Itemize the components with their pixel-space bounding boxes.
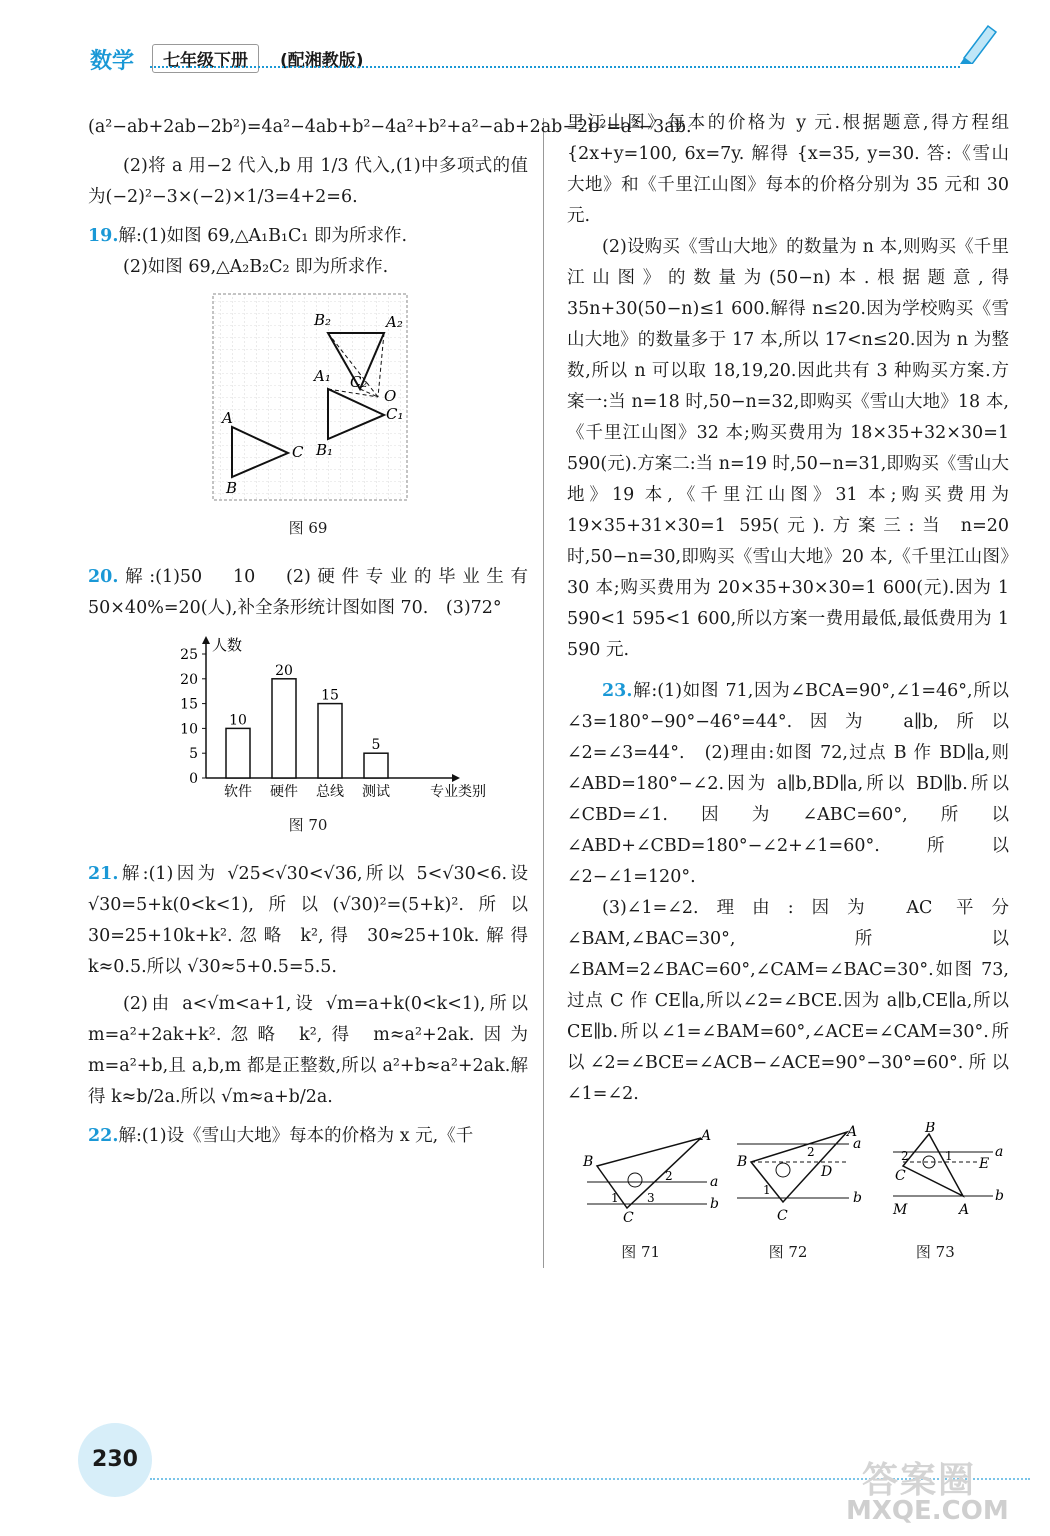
q22-number: 22.	[88, 1126, 119, 1146]
left-column	[88, 112, 692, 1152]
svg-text:M: M	[893, 1202, 908, 1218]
bar-value-label: 5	[371, 737, 381, 754]
q23-text-b: (3)∠1=∠2.理由:因为 AC 平分∠BAM,∠BAC=30°,所以∠BAM=2∠BAC=60°,∠CAM=∠BAC=30°.如图 73,过点 C 作 CE∥a,所以∠2=∠BCE.因为 a∥b,CE∥a,所以 CE∥b.所以∠1=∠BAM=60°,∠ACE=∠CAM=30°.所以∠2=∠BCE=∠ACB−∠ACE=90°−30°=60°.所以∠1=∠2.	[567, 898, 1009, 1104]
svg-text:A: A	[701, 1128, 712, 1144]
q18-continued-2: (2)将 a 用−2 代入,b 用 1/3 代入,(1)中多项式的值为(−2)²−3×(−2)×1/3=4+2=6.	[88, 156, 528, 207]
svg-text:2: 2	[901, 1149, 909, 1163]
q22-line	[88, 1121, 528, 1152]
pen-icon	[958, 18, 1000, 64]
header-rule	[150, 66, 960, 68]
svg-text:1: 1	[763, 1183, 771, 1197]
svg-text:b: b	[853, 1190, 862, 1206]
figure-73-caption: 图 73	[915, 1243, 955, 1261]
bar-value-label: 15	[321, 687, 339, 704]
q23-number: 23.	[602, 681, 633, 701]
svg-text:3: 3	[647, 1191, 655, 1205]
figure-69	[88, 289, 528, 511]
x-axis-arrow	[452, 774, 460, 782]
svg-text:C: C	[777, 1208, 788, 1224]
svg-text:O: O	[384, 387, 397, 405]
y-tick-label: 0	[189, 771, 198, 787]
figure-70-caption: 图 70	[288, 816, 328, 834]
bar-value-label: 10	[229, 712, 247, 729]
figure-72-caption: 图 72	[768, 1243, 808, 1261]
q22-continued: 里江山图》每本的价格为 y 元.根据题意,得方程组 {2x+y=100, 6x=7y. 解得 {x=35, y=30. 答:《雪山大地》和《千里江山图》每本的价格分别为 35 元和 30 元.	[567, 113, 1009, 226]
q19-text-a: 解:(1)如图 69,△A₁B₁C₁ 即为所求作.	[118, 226, 408, 246]
svg-text:C: C	[895, 1168, 906, 1184]
bar	[318, 704, 342, 778]
bar	[364, 753, 388, 778]
q23-line	[567, 676, 1009, 893]
y-axis-arrow	[202, 636, 210, 644]
svg-text:A: A	[222, 409, 233, 427]
bar-chart	[88, 630, 528, 810]
q19-line1	[88, 221, 528, 252]
y-tick-label: 25	[180, 647, 198, 663]
watermark-logo: 答案圈	[862, 1460, 977, 1501]
bar-value-label: 20	[275, 662, 293, 679]
figures-71-73	[567, 1122, 1009, 1261]
page-number: 230	[78, 1423, 152, 1497]
svg-text:A₂: A₂	[386, 313, 403, 331]
y-tick-label: 5	[189, 746, 198, 763]
watermark-url: MXQE.COM	[846, 1496, 1009, 1526]
svg-text:1: 1	[611, 1191, 619, 1205]
q18-continued-1: (a²−ab+2ab−2b²)=4a²−4ab+b²−4a²+b²+a²−ab+2ab−2b²=a²−3ab.	[88, 117, 692, 137]
svg-text:2: 2	[807, 1145, 815, 1159]
x-axis-title: 专业类别	[430, 784, 486, 800]
svg-text:B₂: B₂	[314, 311, 332, 329]
q23-text-a: 解:(1)如图 71,因为∠BCA=90°,∠1=46°,所以∠3=180°−90°−46°=44°.因为 a∥b,所以∠2=∠3=44°. (2)理由:如图 72,过点 B 作 BD∥a,则∠ABD=180°−∠2.因为 a∥b,BD∥a,所以 BD∥b.所以∠CBD=∠1.因为∠ABC=60°,所以∠ABD+∠CBD=180°−∠2+∠1=60°.所以∠2−∠1=120°.	[567, 681, 1009, 887]
svg-text:D: D	[821, 1164, 833, 1180]
bar	[272, 679, 296, 778]
q21-text-b: (2)由 a<√m<a+1,设 √m=a+k(0<k<1),所以 m=a²+2ak+k².忽略 k²,得 m≈a²+2ak.因为 m=a²+b,且 a,b,m 都是正整数,所以 a²+b≈a²+2ak.解得 k≈b/2a.所以 √m≈a+b/2a.	[88, 994, 528, 1107]
right-column	[567, 108, 1009, 1261]
svg-text:C: C	[623, 1210, 634, 1226]
y-tick-label: 10	[180, 721, 198, 738]
category-label: 测试	[362, 784, 390, 800]
page-header	[0, 0, 1050, 90]
q20-text: 解:(1)50 10 (2)硬件专业的毕业生有 50×40%=20(人),补全条形统计图如图 70. (3)72°	[88, 567, 528, 618]
q20-line	[88, 562, 528, 624]
figure-70	[88, 630, 528, 810]
figure-71-drawing	[582, 1128, 719, 1226]
category-label: 总线	[316, 784, 344, 800]
y-tick-label: 15	[180, 696, 198, 713]
svg-text:B: B	[226, 479, 238, 497]
q19-number: 19.	[88, 226, 119, 246]
svg-text:B: B	[583, 1154, 594, 1170]
svg-text:a: a	[995, 1144, 1004, 1160]
svg-text:C₂: C₂	[350, 373, 368, 391]
y-axis-title: 人数	[212, 636, 243, 654]
svg-text:E: E	[979, 1156, 990, 1172]
svg-text:b: b	[995, 1188, 1004, 1204]
edition-label: (配湘教版)	[280, 51, 364, 71]
subject-label: 数学	[90, 49, 135, 74]
svg-text:A: A	[847, 1124, 858, 1140]
svg-text:a: a	[853, 1136, 862, 1152]
svg-text:B₁: B₁	[316, 441, 334, 459]
figure-69-caption: 图 69	[288, 519, 328, 537]
q19-text-b: (2)如图 69,△A₂B₂C₂ 即为所求作.	[123, 257, 389, 277]
svg-text:A₁: A₁	[314, 367, 331, 385]
svg-text:B: B	[925, 1122, 936, 1136]
column-divider	[543, 118, 544, 1268]
q21-line	[88, 859, 528, 983]
y-tick-label: 20	[180, 671, 198, 688]
svg-text:B: B	[737, 1154, 748, 1170]
q21-text-a: 解:(1)因为 √25<√30<√36,所以 5<√30<6.设 √30=5+k(0<k<1),所以(√30)²=(5+k)².所以 30=25+10k+k².忽略 k²,得 30≈25+10k.解得 k≈0.5.所以 √30≈5+0.5=5.5.	[88, 864, 528, 977]
figure-73-drawing	[892, 1122, 1004, 1218]
geometry-figures	[567, 1122, 1009, 1226]
svg-text:a: a	[710, 1174, 719, 1190]
q22-text: 解:(1)设《雪山大地》每本的价格为 x 元,《千	[118, 1126, 474, 1146]
grade-label: 七年级下册	[152, 44, 259, 73]
category-label: 软件	[224, 784, 252, 800]
bar	[226, 728, 250, 778]
q20-number: 20.	[88, 567, 119, 587]
figure-71-caption: 图 71	[621, 1243, 661, 1261]
q21-number: 21.	[88, 864, 119, 884]
figure-72-drawing	[736, 1124, 862, 1224]
svg-text:2: 2	[665, 1169, 673, 1183]
svg-text:1: 1	[945, 1149, 953, 1163]
svg-text:b: b	[710, 1196, 719, 1212]
svg-text:A: A	[959, 1202, 970, 1218]
svg-text:C: C	[292, 443, 304, 461]
category-label: 硬件	[270, 784, 298, 800]
svg-text:C₁: C₁	[386, 405, 404, 423]
q22-part2: (2)设购买《雪山大地》的数量为 n 本,则购买《千里江山图》的数量为(50−n)本.根据题意,得 35n+30(50−n)≤1 600.解得 n≤20.因为学校购买《雪山大地》的数量多于 17 本,所以 17<n≤20.因为 n 为整数,所以 n 可以取 18,19,20.因此共有 3 种购买方案.方案一:当 n=18 时,50−n=32,即购买《雪山大地》18 本,《千里江山图》32 本;购买费用为 18×35+32×30=1 590(元).方案二:当 n=19 时,50−n=31,即购买《雪山大地》19 本,《千里江山图》31 本;购买费用为 19×35+31×30=1 595(元).方案三:当 n=20 时,50−n=30,即购买《雪山大地》20 本,《千里江山图》30 本;购买费用为 20×35+30×30=1 600(元).因为 1 590<1 595<1 600,所以方案一费用最低,最低费用为 1 590 元.	[567, 237, 1009, 660]
